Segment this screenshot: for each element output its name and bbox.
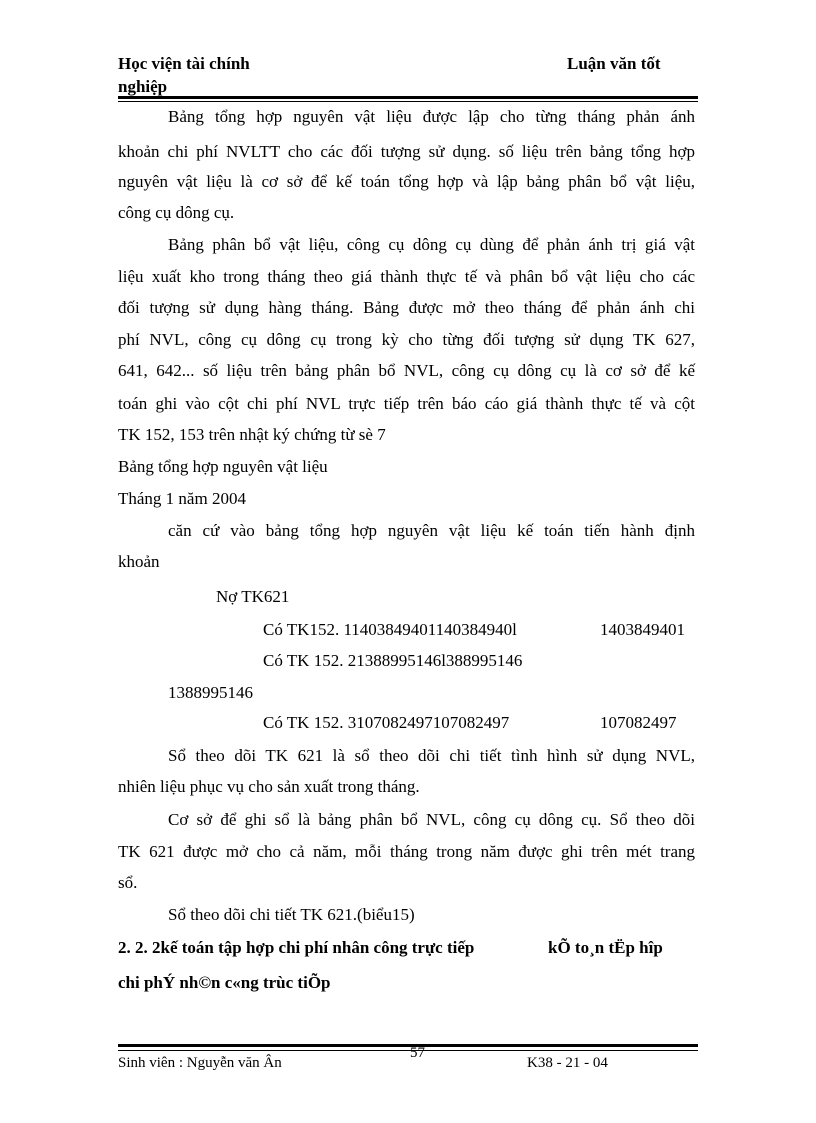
paragraph-line: Bảng phân bổ vật liệu, công cụ dông cụ dùng để phản ánh trị giá vật — [168, 235, 695, 254]
table-title: Bảng tổng hợp nguyên vật liệu — [118, 457, 328, 476]
paragraph-line: nguyên vật liệu là cơ sở để kế toán tổng hợp và lập bảng phân bổ vật liệu, — [118, 172, 695, 191]
table-month: Tháng 1 năm 2004 — [118, 489, 246, 508]
paragraph-line: Sổ theo dõi TK 621 là sổ theo dõi chi tiết tình hình sử dụng NVL, — [168, 746, 695, 765]
section-heading: 2. 2. 2kế toán tập hợp chi phí nhân công trực tiếp — [118, 938, 475, 957]
paragraph-line: TK 152, 153 trên nhật ký chứng từ sè 7 — [118, 425, 386, 444]
header-thesis-label: Luận văn tốt — [567, 54, 661, 73]
entry-intro-line: khoản — [118, 552, 160, 571]
paragraph-line: Bảng tổng hợp nguyên vật liệu được lập cho từng tháng phản ánh — [168, 107, 695, 126]
credit-amount: 1388995146 — [168, 683, 253, 702]
paragraph-line: đối tượng sử dụng hàng tháng. Bảng được mở theo tháng để phản ánh chi — [118, 298, 695, 317]
page-number: 57 — [410, 1045, 425, 1061]
footer-class-code: K38 - 21 - 04 — [527, 1055, 608, 1071]
credit-amount: 1403849401 — [600, 620, 685, 639]
footer-rule-thick — [118, 1044, 698, 1047]
paragraph-line: Cơ sở để ghi sổ là bảng phân bổ NVL, công cụ dông cụ. Sổ theo dõi — [168, 810, 695, 829]
paragraph-line: liệu xuất kho trong tháng theo giá thành thực tế và phân bổ vật liệu cho các — [118, 267, 695, 286]
footer-student: Sinh viên : Nguyễn văn Ân — [118, 1055, 282, 1071]
credit-entry: Có TK152. 11403849401140384940l — [263, 620, 517, 639]
credit-entry: Có TK 152. 21388995146l388995146 — [263, 651, 523, 670]
paragraph-line: nhiên liệu phục vụ cho sản xuất trong tháng. — [118, 777, 420, 796]
credit-entry: Có TK 152. 3107082497107082497 — [263, 713, 510, 732]
paragraph-line: 641, 642... số liệu trên bảng phân bổ NVL, công cụ dông cụ là cơ sở để kế — [118, 361, 695, 380]
paragraph-line: phí NVL, công cụ dông cụ trong kỳ cho từng đối tượng sử dụng TK 627, — [118, 330, 695, 349]
header-institution-overflow: nghiệp — [118, 77, 168, 96]
header-institution: Học viện tài chính — [118, 54, 250, 73]
paragraph-line: công cụ dông cụ. — [118, 203, 235, 222]
debit-entry: Nợ TK621 — [216, 587, 290, 606]
paragraph-line: Sổ theo dõi chi tiết TK 621.(biểu15) — [168, 905, 415, 924]
paragraph-line: sổ. — [118, 873, 138, 892]
entry-intro-line: căn cứ vào bảng tổng hợp nguyên vật liệu kế toán tiến hành định — [168, 521, 695, 540]
header-rule-thick — [118, 96, 698, 99]
paragraph-line: toán ghi vào cột chi phí NVL trực tiếp trên báo cáo giá thành thực tế và cột — [118, 394, 695, 413]
section-heading-garbled: kÕ to¸n tËp hîp — [548, 938, 663, 957]
paragraph-line: TK 621 được mở cho cả năm, mỗi tháng trong năm được ghi trên mét trang — [118, 842, 695, 861]
footer-rule-thin — [118, 1050, 698, 1051]
credit-amount: 107082497 — [600, 713, 677, 732]
header-rule-thin — [118, 101, 698, 102]
paragraph-line: khoản chi phí NVLTT cho các đối tượng sử dụng. số liệu trên bảng tổng hợp — [118, 142, 695, 161]
section-heading-garbled: chi phÝ nh©n c«ng trùc tiÕp — [118, 973, 331, 992]
